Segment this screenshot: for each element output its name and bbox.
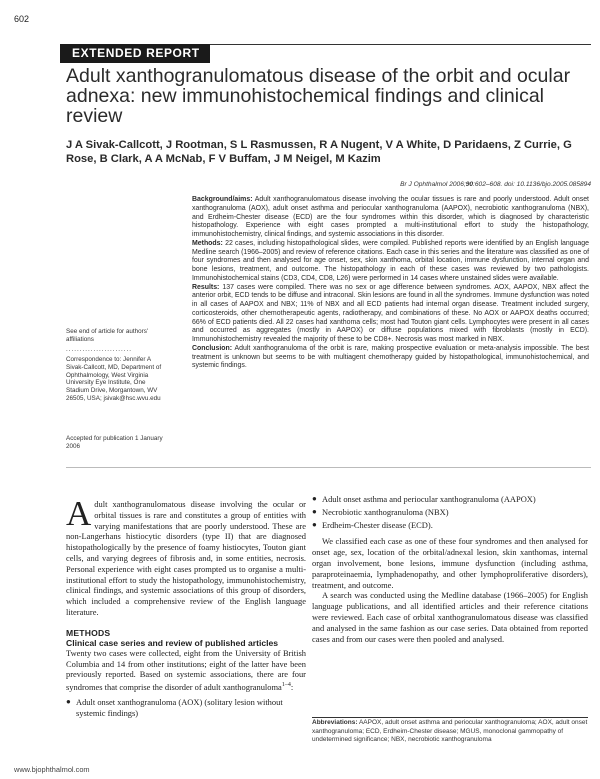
abstract-conclusion xyxy=(192,345,589,371)
methods-heading: METHODS xyxy=(66,627,111,638)
citation-pages-doi: :602–608. doi: 10.1136/bjo.2005.085894 xyxy=(473,181,591,188)
abstract-label: Background/aims: xyxy=(192,196,253,203)
abstract-results xyxy=(192,284,589,345)
list-item xyxy=(312,494,588,505)
bullet-icon: ● xyxy=(312,494,317,503)
intro-paragraph xyxy=(66,494,306,618)
bullet-icon: ● xyxy=(312,519,317,529)
citation-year: 2006; xyxy=(449,181,466,188)
citation-line xyxy=(400,181,591,188)
author-list: J A Sivak-Callcott, J Rootman, S L Rasmussen, R A Nugent, V A White, D Paridaens, Z Currie, G Rose, B Clark, A A McNab, F V Buffam, J M Neigel, M Kazim xyxy=(66,139,572,165)
abstract-text: 137 cases were compiled. There was no sex or age difference between syndromes. AOX, AAPOX, NBX affect the anterior orbit, ECD tends to be diffuse and intraconal. Skin lesions are found in all the syndromes. Immune dysfunction was noted in all cases of AAPOX and NBX; 11% of NBX and all ECD patients had internal organ disease. Treatment included surgery, corticosteroids, other chemotherapeutic agents, radiotherapy, and combinations of these. No AOX or AAPOX deaths occurred; 66% of ECD patients died. All 22 cases had xanthoma cells; most had Touton giant cells. Lymphocytes were present in all cases and occurred as aggregates (mostly in AAPOX) or diffuse populations mixed with fibroblasts (mostly in ECD). Immunohistochemistry revealed the majority of these to be CD8+. Necrosis was most marked in NBX. xyxy=(192,283,589,343)
abstract-text: Adult xanthogranuloma of the orbit is rare, making prospective evaluation or meta-analysis impossible. The best treatment is unknown but seems to be with multiagent chemotherapy guided by histopathological, immunohistochemical, and systemic findings. xyxy=(192,344,589,370)
section-label: EXTENDED REPORT xyxy=(60,44,210,63)
abstract xyxy=(192,196,589,371)
body-column-right xyxy=(312,494,588,644)
citation-journal: Br J Ophthalmol xyxy=(400,181,448,188)
abstract-methods xyxy=(192,240,589,284)
page-number: 602 xyxy=(14,14,30,24)
list-item xyxy=(66,697,306,719)
accepted-date: Accepted for publication 1 January 2006 xyxy=(66,435,163,450)
body-column-left xyxy=(66,494,306,720)
methods-text: Twenty two cases were collected, eight from the University of British Columbia and 14 from other institutions; eight of the latter have been previously reported. Based on systemic associations, there are four syndromes that comprise the disorder of adult xanthogranuloma xyxy=(66,647,306,692)
methods-colon: : xyxy=(290,681,294,692)
footer-url[interactable]: www.bjophthalmol.com xyxy=(14,765,90,774)
abstract-label: Methods: xyxy=(192,239,223,247)
abstract-text: 22 cases, including histopathological slides, were compiled. Published reports were identified by an English language Medline search (1966–2005) and review of reference citations. Each case in this series and the literature was classified as one of four syndromes and then analysed for age onset, sex, skin xanthoma, orbital location, immune dysfunction, internal organ and bone lesions, treatment, and outcome. The histopathology in each of these cases was reviewed by two pathologists. Immunohistochemical stains (CD3, CD4, CD8, L26) were performed in 14 cases where unstained slides were available. xyxy=(192,239,589,282)
bullet-icon: ● xyxy=(312,506,317,516)
affiliations-note: See end of article for authors' affiliations xyxy=(66,328,149,343)
classification-paragraph: We classified each case as one of these four syndromes and then analysed for onset age, sex, location of the orbital/adnexal lesion, skin xanthomas, internal organ involvement, bone lesions, immune dysfunction (including asthma, paraproteinaemia, lymphadenopathy, and other lymphoproliferative disorders), treatment, and outcome. xyxy=(312,536,588,590)
correspondence: Correspondence to: Jennifer A Sivak-Callcott, MD, Department of Ophthalmology, West Virginia University Eye Institute, One Stadium Drive, Morgantown, WV 26505, USA; jsivak@hsc.wvu.edu xyxy=(66,356,162,402)
bullet-icon: ● xyxy=(66,696,71,706)
reference-superscript: 1–4 xyxy=(281,682,291,689)
article-title: Adult xanthogranulomatous disease of the orbit and ocular adnexa: new immunohistochemical findings and clinical review xyxy=(66,65,571,127)
methods-paragraph xyxy=(66,648,306,693)
abstract-label: Conclusion: xyxy=(192,344,233,352)
list-item xyxy=(312,520,588,531)
syndrome-list xyxy=(66,697,306,719)
sidebar-separator: ........................ xyxy=(66,346,132,353)
search-paragraph: A search was conducted using the Medline database (1966–2005) for English language publications, and all identified articles and their reference citations were reviewed. Each case of orbital xanthogranulomatous disease was classified and analysed in the same fashion as our case series. Data obtained from reported cases and from our cases were then pooled and analysed. xyxy=(312,590,588,644)
abbreviations-box xyxy=(312,719,588,745)
abbreviations-rule xyxy=(312,717,588,718)
citation-volume: 90 xyxy=(465,181,474,188)
syndrome-list-continued xyxy=(312,494,588,530)
abstract-text: Adult xanthogranulomatous disease involving the ocular tissues is rare and poorly understood. Adult onset xanthogranuloma (AOX), adult onset asthma and periocular xanthogranuloma (AAPOX), necrobiotic xanthogranuloma (NBX), and Erdheim-Chester disease (ECD) are the four syndromes within this disorder, which is diagnosed by characteristic histopathology. Experience with eight cases prompted a multi-institutional effort to study the histopathology, immunohistochemistry, clinical findings, and systemic associations in this disorder. xyxy=(192,196,589,238)
list-item-text: Adult onset asthma and periocular xanthogranuloma (AAPOX) xyxy=(322,494,536,504)
abbreviations-label: Abbreviations: xyxy=(312,719,358,726)
list-item-text: Necrobiotic xanthogranuloma (NBX) xyxy=(322,506,449,517)
list-item xyxy=(312,507,588,518)
list-item-text: Erdheim-Chester disease (ECD). xyxy=(322,519,433,530)
methods-subheading: Clinical case series and review of published articles xyxy=(66,637,279,648)
drop-cap: A xyxy=(66,494,92,533)
abstract-label: Results: xyxy=(192,283,220,291)
intro-text: dult xanthogranulomatous disease involving the ocular or orbital tissues is rare and constitutes a group of entities with varying manifestations that are poorly understood. These are non-Langerhans histiocytic disorders (type II) that are diagnosed histopathologically by the presence of foamy histiocytes, Touton giant cells, and varying degrees of fibrosis and, in some entities, necrosis. Personal experience with eight cases prompted us to organise a multi-institutional effort to study the histopathology, immunohistochemistry, clinical findings, and systemic associations of this group of disorders, which included a comprehensive review of the English language literature. xyxy=(66,499,306,617)
abbreviations-text: AAPOX, adult onset asthma and periocular xanthogranuloma; AOX, adult onset xanthogranuloma; ECD, Erdheim-Chester disease; MGUS, monoclonal gammopathy of undetermined significance; NBX, necrobiotic xanthogranuloma xyxy=(312,719,588,743)
header-divider xyxy=(66,467,591,468)
list-item-text: Adult onset xanthogranuloma (AOX) (solitary lesion without systemic findings) xyxy=(76,696,283,718)
abstract-background xyxy=(192,196,589,240)
